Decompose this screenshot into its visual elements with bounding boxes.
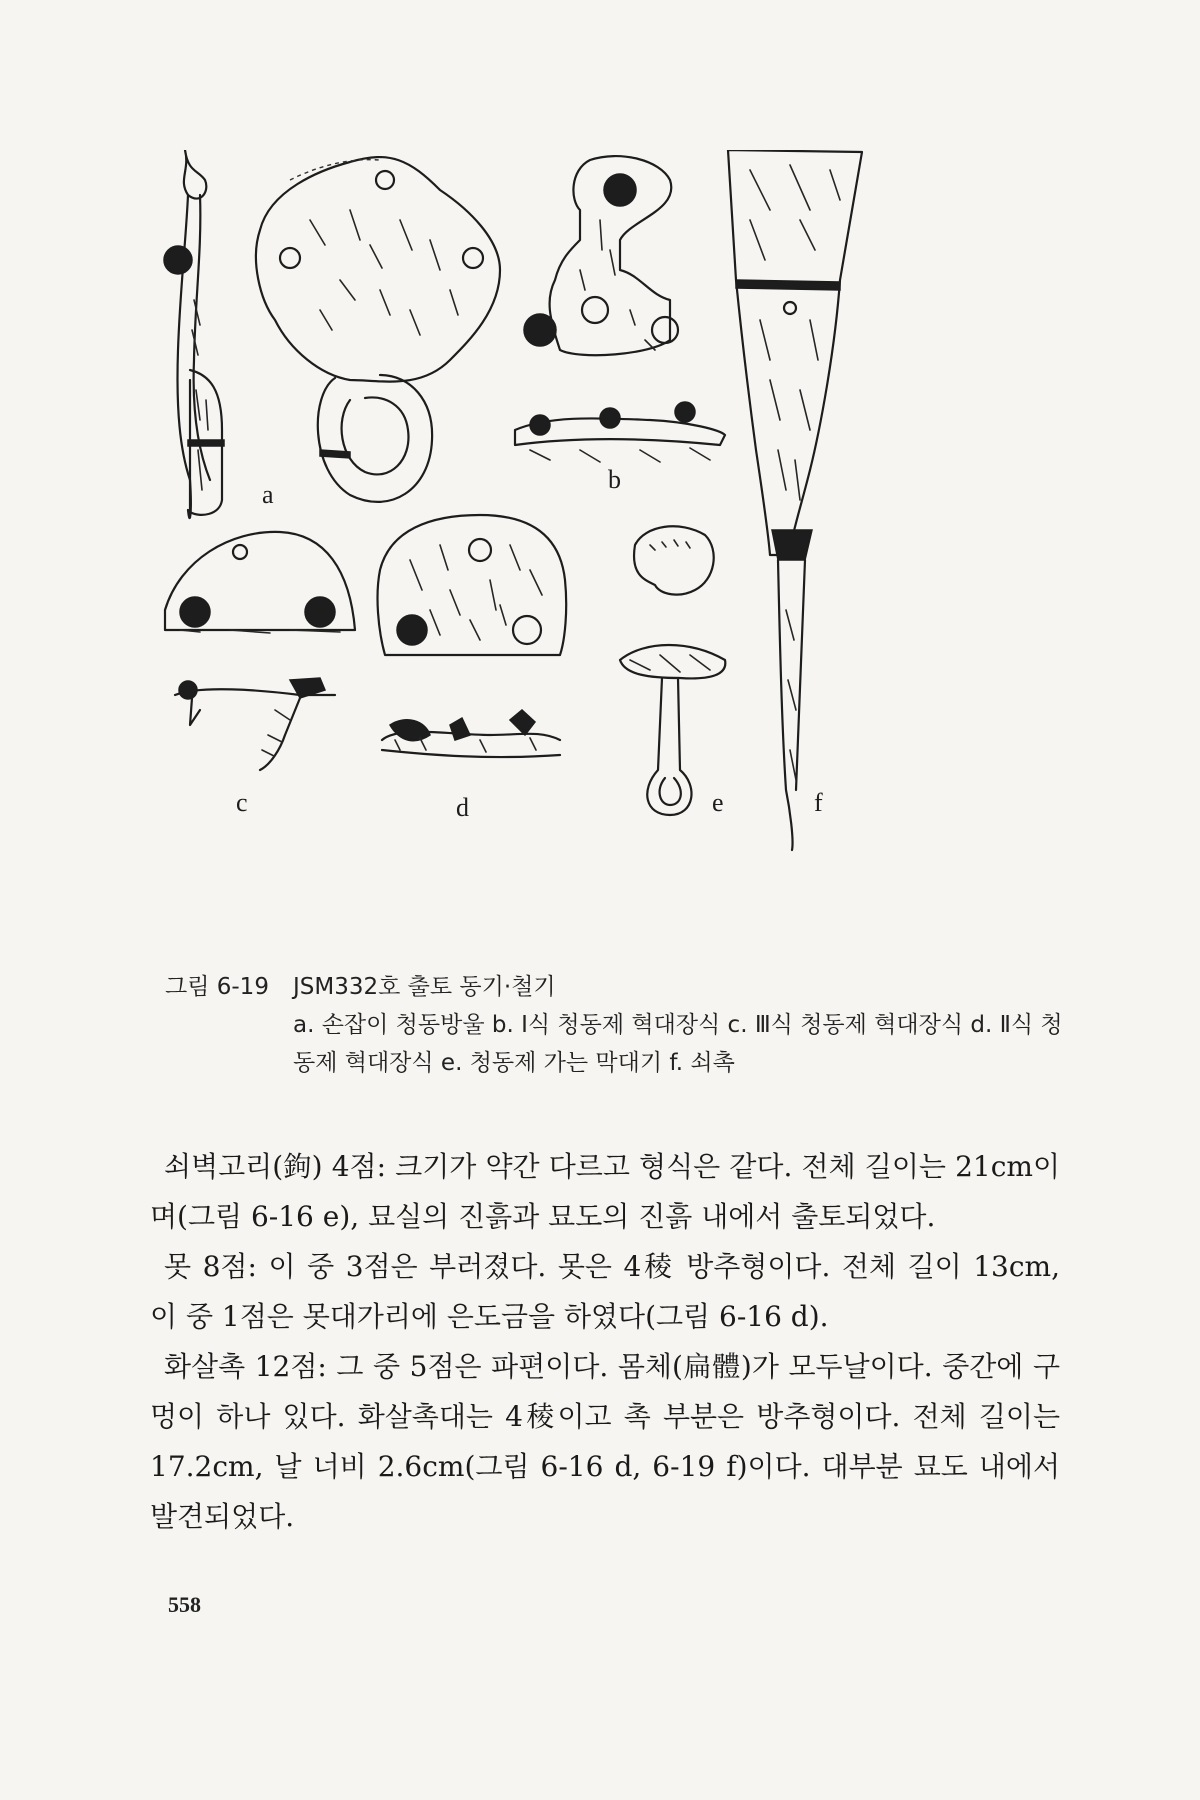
caption-title: JSM332호 출토 동기·철기 — [293, 974, 556, 1000]
caption-description: a. 손잡이 청동방울 b. Ⅰ식 청동제 혁대장식 c. Ⅲ식 청동제 혁대장식 d. Ⅱ식 청동제 혁대장식 e. 청동제 가는 막대기 f. 쇠촉 — [293, 1012, 1063, 1076]
body-text — [150, 1142, 1060, 1542]
figure-caption — [165, 968, 1065, 1082]
page-number: 558 — [168, 1592, 201, 1617]
artifact-figure — [150, 150, 1070, 980]
figure-label-c: c — [236, 788, 248, 817]
artifact-d-plaque — [378, 515, 567, 757]
figure-label-b: b — [608, 465, 621, 494]
paragraph-nails: 못 8점: 이 중 3점은 부러졌다. 못은 4稜 방추형이다. 전체 길이 13cm, 이 중 1점은 못대가리에 은도금을 하였다(그림 6-16 d). — [150, 1250, 1060, 1333]
figure-label-e: e — [712, 788, 724, 817]
artifact-a-rod — [164, 150, 224, 518]
figure-label-f: f — [814, 788, 823, 817]
figure-label-a: a — [262, 480, 274, 509]
artifact-f-arrowhead — [728, 150, 862, 850]
paragraph-hook: 쇠벽고리(鉤) 4점: 크기가 약간 다르고 형식은 같다. 전체 길이는 21cm이며(그림 6-16 e), 묘실의 진흙과 묘도의 진흙 내에서 출토되었다. — [150, 1150, 1060, 1233]
artifact-c-plaque — [165, 532, 355, 770]
artifact-drawings — [150, 150, 1070, 980]
paragraph-arrowheads: 화살촉 12점: 그 중 5점은 파편이다. 몸체(扁體)가 모두날이다. 중간에 구멍이 하나 있다. 화살촉대는 4稜이고 촉 부분은 방추형이다. 전체 길이는 17.2cm, 날 너비 2.6cm(그림 6-16 d, 6-19 f)이다. 대부분 묘도 내에서 발견되었다. — [150, 1350, 1060, 1533]
figure-label-d: d — [456, 793, 469, 822]
caption-number: 그림 6-19 — [165, 974, 269, 1000]
artifact-e-rod — [620, 526, 725, 815]
artifact-a-bell — [256, 157, 500, 502]
artifact-b-buckle — [515, 156, 725, 462]
